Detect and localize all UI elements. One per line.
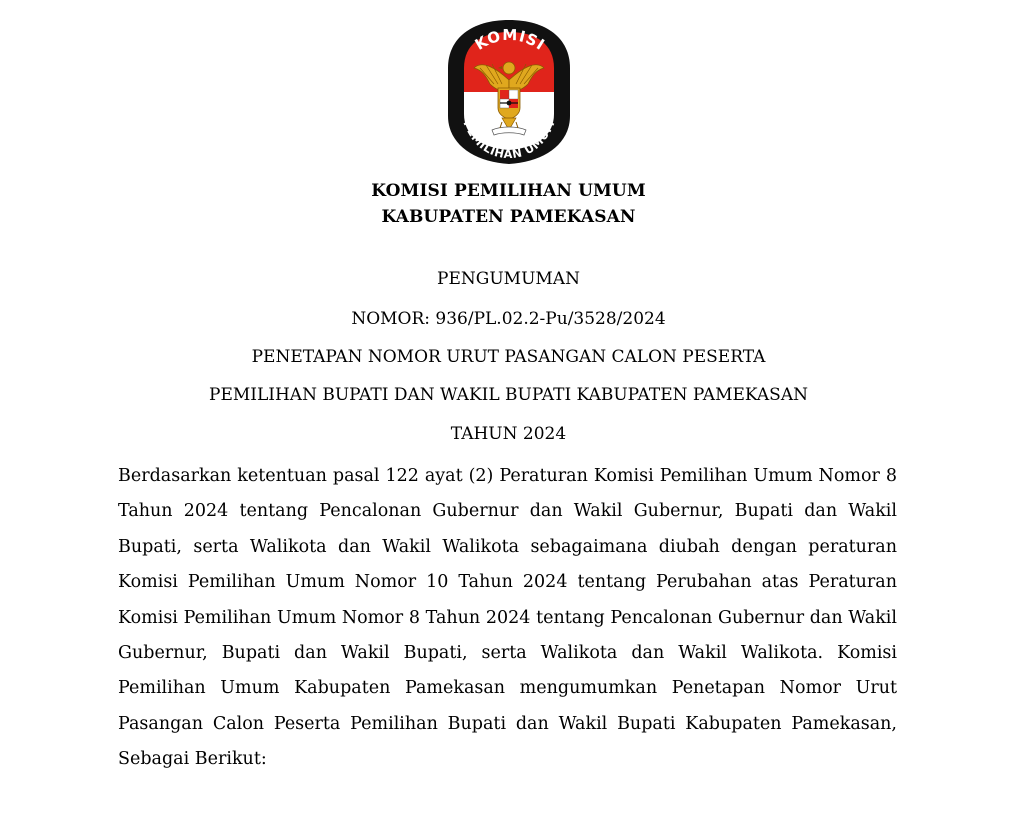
announcement-subject-line-2: PEMILIHAN BUPATI DAN WAKIL BUPATI KABUPATEN PAMEKASAN <box>209 385 808 405</box>
organization-region: KABUPATEN PAMEKASAN <box>381 207 636 227</box>
organization-name: KOMISI PEMILIHAN UMUM <box>371 181 646 201</box>
body-paragraph: Berdasarkan ketentuan pasal 122 ayat (2) Peraturan Komisi Pemilihan Umum Nomor 8 Tahun 2024 tentang Pencalonan Gubernur dan Wakil Gubernur, Bupati dan Wakil Bupati, serta Walikota dan Wakil Walikota sebagaimana diubah dengan peraturan Komisi Pemilihan Umum Nomor 10 Tahun 2024 tentang Perubahan atas Peraturan Komisi Pemilihan Umum Nomor 8 Tahun 2024 tentang Pencalonan Gubernur dan Wakil Gubernur, Bupati dan Wakil Bupati, serta Walikota dan Wakil Walikota. Komisi Pemilihan Umum Kabupaten Pamekasan mengumumkan Penetapan Nomor Urut Pasangan Calon Peserta Pemilihan Bupati dan Wakil Bupati Kabupaten Pamekasan, Sebagai Berikut: <box>118 466 897 770</box>
logo-top-text: KOMISI <box>471 25 549 55</box>
announcement-subject-line-1: PENETAPAN NOMOR URUT PASANGAN CALON PESERTA <box>251 347 766 367</box>
announcement-number: NOMOR: 936/PL.02.2-Pu/3528/2024 <box>351 309 666 329</box>
announcement-subject-line-3: TAHUN 2024 <box>450 424 567 444</box>
announcement-title: PENGUMUMAN <box>437 269 580 289</box>
kpu-logo <box>446 18 572 164</box>
logo-bottom-text: PEMILIHAN UMUM <box>460 117 558 162</box>
kpu-seal <box>446 18 572 164</box>
